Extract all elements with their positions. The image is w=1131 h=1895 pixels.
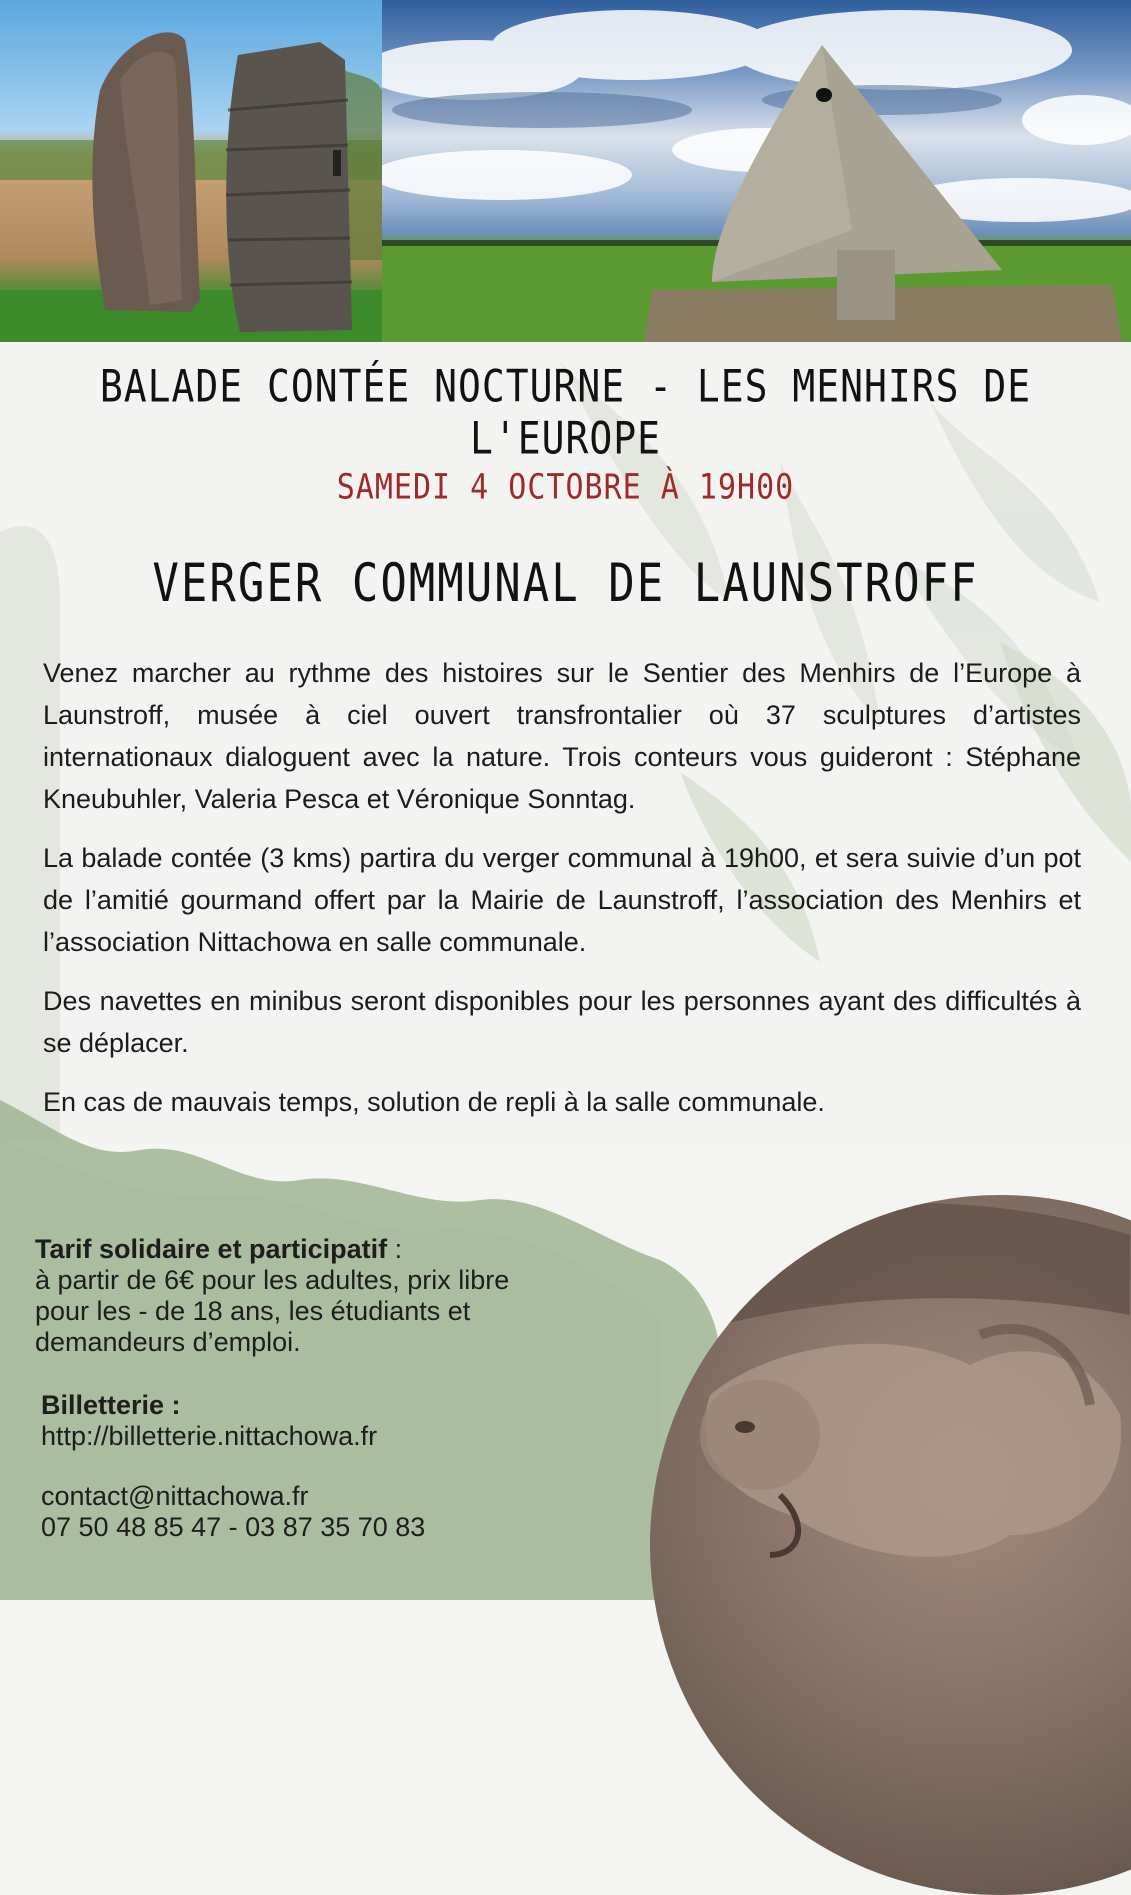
description-paragraph: La balade contée (3 kms) partira du verger communal à 19h00, et sera suivie d’un pot de l’amitié gourmand offert par la Mairie de Launstroff, l’association des Menhirs et l’association Nittachowa en salle communale. bbox=[43, 843, 1081, 957]
event-date: SAMEDI 4 OCTOBRE À 19H00 bbox=[336, 467, 795, 508]
pyramid-menhir-photo bbox=[382, 0, 1131, 342]
pricing-info bbox=[35, 1234, 635, 1358]
description-paragraph: Des navettes en minibus seront disponibles pour les personnes ayant des difficultés à se déplacer. bbox=[43, 986, 1081, 1058]
contact-phones: 07 50 48 85 47 - 03 87 35 70 83 bbox=[41, 1512, 426, 1542]
description bbox=[43, 652, 1081, 1140]
carved-sculpture-photo bbox=[650, 1195, 1131, 1895]
pricing-label: Tarif solidaire et participatif bbox=[35, 1234, 388, 1264]
pricing-separator: : bbox=[387, 1234, 403, 1264]
contact-info bbox=[41, 1481, 641, 1543]
pricing-line: pour les - de 18 ans, les étudiants et bbox=[35, 1296, 471, 1326]
ticketing-url[interactable]: http://billetterie.nittachowa.fr bbox=[41, 1421, 378, 1451]
menhirs-photo-left bbox=[0, 0, 382, 342]
ticketing-label: Billetterie : bbox=[41, 1390, 181, 1420]
event-venue: VERGER COMMUNAL DE LAUNSTROFF bbox=[152, 552, 979, 615]
pricing-line: demandeurs d’emploi. bbox=[35, 1327, 301, 1357]
description-paragraph: En cas de mauvais temps, solution de repli à la salle communale. bbox=[43, 1087, 825, 1117]
ticketing-info bbox=[41, 1390, 641, 1452]
contact-email[interactable]: contact@nittachowa.fr bbox=[41, 1481, 309, 1511]
event-title: BALADE CONTÉE NOCTURNE - LES MENHIRS DE L'EUROPE bbox=[99, 360, 1032, 464]
description-paragraph: Venez marcher au rythme des histoires sur le Sentier des Menhirs de l’Europe à Launstroff, musée à ciel ouvert transfrontalier où 37 sculptures d’artistes internationaux dialoguent avec la nature. Trois conteurs vous guideront : Stéphane Kneubuhler, Valeria Pesca et Véronique Sonntag. bbox=[43, 658, 1081, 814]
pricing-line: à partir de 6€ pour les adultes, prix libre bbox=[35, 1265, 510, 1295]
